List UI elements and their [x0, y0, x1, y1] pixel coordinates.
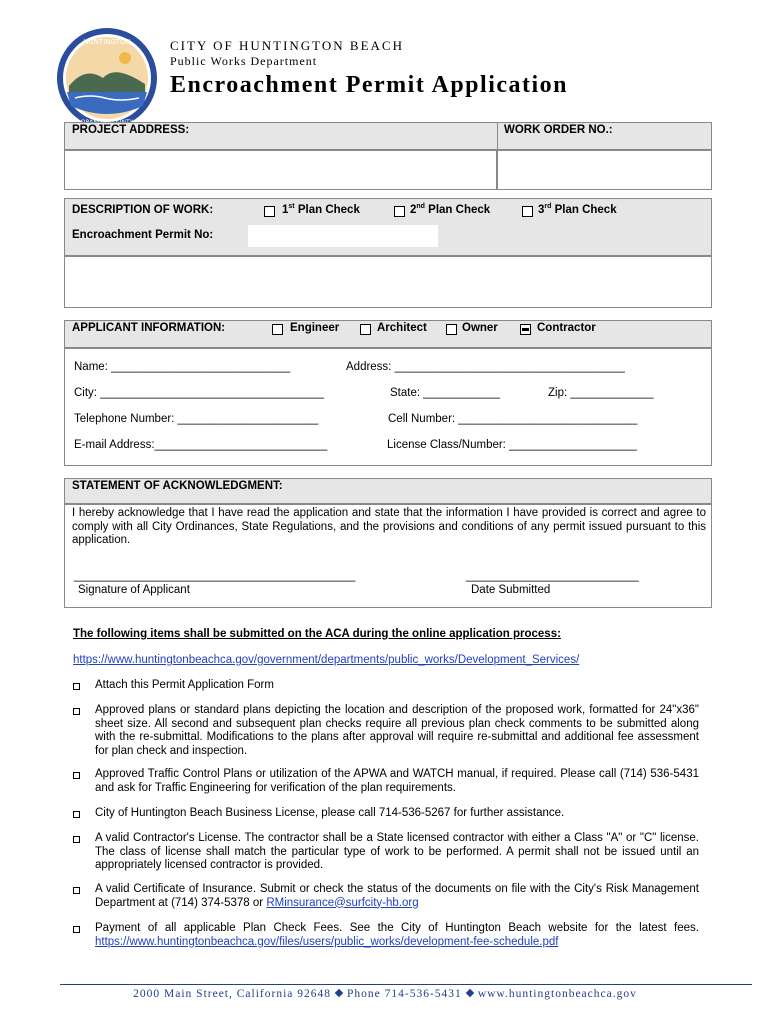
role-contractor-label: Contractor	[537, 322, 596, 334]
plan-check-3-checkbox[interactable]	[522, 206, 533, 217]
permit-no-label: Encroachment Permit No:	[72, 229, 214, 241]
requirement-item-fees	[95, 922, 699, 949]
requirement-item: Approved plans or standard plans depicting the location and description of the proposed work, formatted for 24"x36" sheet size. All second and subsequent plan checks require all previous plan check comments to be submitted along with the re-submittal. Modifications to the plans after approval will require re-submittal and additional fee assessment for plan check and inspection.	[95, 704, 699, 757]
bullet-icon	[73, 708, 80, 715]
signature-label: Signature of Applicant	[78, 584, 190, 596]
description-field[interactable]	[64, 256, 712, 308]
city-name: CITY OF HUNTINGTON BEACH	[170, 38, 404, 53]
requirement-item: A valid Contractor's License. The contractor shall be a State licensed contractor with either a Class "A" or "C" license. The class of license shall match the particular type of work to be performed. A permit shall not be issued until an appropriately licensed contractor is provided.	[95, 832, 699, 871]
plan-check-2-label: 2nd Plan Check	[410, 203, 491, 216]
footer-address: 2000 Main Street, California 92648	[133, 988, 332, 1000]
fee-schedule-link[interactable]: https://www.huntingtonbeachca.gov/files/users/public_works/development-fee-schedule.pdf	[95, 935, 559, 948]
requirement-item: Approved Traffic Control Plans or utilization of the APWA and WATCH manual, if required. Please call (714) 536-5431 and ask for Traffic Engineering for verification of the plan requirements.	[95, 768, 699, 794]
name-field[interactable]: Name: ____________________________	[74, 361, 291, 373]
role-architect-checkbox[interactable]	[360, 324, 371, 335]
requirement-item-insurance	[95, 883, 699, 910]
address-field[interactable]: Address: ____________________________________	[346, 361, 625, 373]
acknowledgment-text: I hereby acknowledge that I have read the application and state that the information I have provided is correct and agree to comply with all City Ordinances, State Regulations, and the provisions and conditions of any permit issued pursuant to this application.	[72, 507, 706, 546]
telephone-field[interactable]: Telephone Number: ______________________	[74, 413, 319, 425]
plan-check-1-label: 1st Plan Check	[282, 203, 360, 216]
bullet-icon	[73, 926, 80, 933]
applicant-label: APPLICANT INFORMATION:	[72, 322, 226, 334]
plan-check-3-label: 3rd Plan Check	[538, 203, 617, 216]
role-owner-checkbox[interactable]	[446, 324, 457, 335]
requirement-text: Payment of all applicable Plan Check Fees. See the City of Huntington Beach website for the latest fees.	[95, 922, 699, 934]
bullet-icon	[73, 836, 80, 843]
footer	[0, 988, 770, 1000]
diamond-icon	[466, 989, 474, 997]
footer-website[interactable]: www.huntingtonbeachca.gov	[477, 988, 637, 1000]
requirement-text: A valid Certificate of Insurance. Submit or check the status of the documents on file with the City's Risk Management Department at (714) 374-5378 or	[95, 883, 699, 909]
role-contractor-checkbox[interactable]	[520, 324, 531, 335]
project-address-label: PROJECT ADDRESS:	[72, 124, 190, 136]
department-name: Public Works Department	[170, 54, 318, 68]
state-field[interactable]: State: ____________	[390, 387, 500, 399]
cell-field[interactable]: Cell Number: ____________________________	[388, 413, 638, 425]
plan-check-1-checkbox[interactable]	[264, 206, 275, 217]
date-label: Date Submitted	[471, 584, 551, 596]
description-label: DESCRIPTION OF WORK:	[72, 204, 214, 216]
bullet-icon	[73, 811, 80, 818]
requirement-item: Attach this Permit Application Form	[95, 679, 274, 691]
bullet-icon	[73, 772, 80, 779]
role-owner-label: Owner	[462, 322, 498, 334]
city-field[interactable]: City: ___________________________________	[74, 387, 325, 399]
signature-line[interactable]: ____________________________________________	[74, 570, 356, 582]
email-field[interactable]: E-mail Address:___________________________	[74, 439, 328, 451]
acknowledgment-label: STATEMENT OF ACKNOWLEDGMENT:	[72, 480, 283, 492]
page-title: Encroachment Permit Application	[170, 72, 569, 98]
role-engineer-checkbox[interactable]	[272, 324, 283, 335]
footer-phone: Phone 714-536-5431	[347, 988, 462, 1000]
date-line[interactable]: ___________________________	[466, 570, 639, 582]
work-order-label: WORK ORDER NO.:	[504, 124, 613, 136]
bullet-icon	[73, 683, 80, 690]
work-order-field[interactable]	[497, 150, 712, 190]
footer-rule	[60, 984, 752, 985]
license-field[interactable]: License Class/Number: ____________________	[387, 439, 637, 451]
development-services-link[interactable]: https://www.huntingtonbeachca.gov/government/departments/public_works/Development_Services/	[73, 654, 580, 666]
requirements-heading: The following items shall be submitted on the ACA during the online application process:	[73, 628, 561, 640]
city-seal-logo	[55, 26, 159, 130]
bullet-icon	[73, 887, 80, 894]
project-address-field[interactable]	[64, 150, 497, 190]
diamond-icon	[335, 989, 343, 997]
role-architect-label: Architect	[377, 322, 427, 334]
plan-check-2-checkbox[interactable]	[394, 206, 405, 217]
svg-text:HUNTINGTON: HUNTINGTON	[83, 38, 131, 46]
requirement-item: City of Huntington Beach Business License, please call 714-536-5267 for further assistance.	[95, 807, 565, 819]
role-engineer-label: Engineer	[290, 322, 340, 334]
insurance-email-link[interactable]: RMinsurance@surfcity-hb.org	[266, 896, 419, 909]
permit-no-field[interactable]	[248, 225, 438, 247]
zip-field[interactable]: Zip: _____________	[548, 387, 654, 399]
